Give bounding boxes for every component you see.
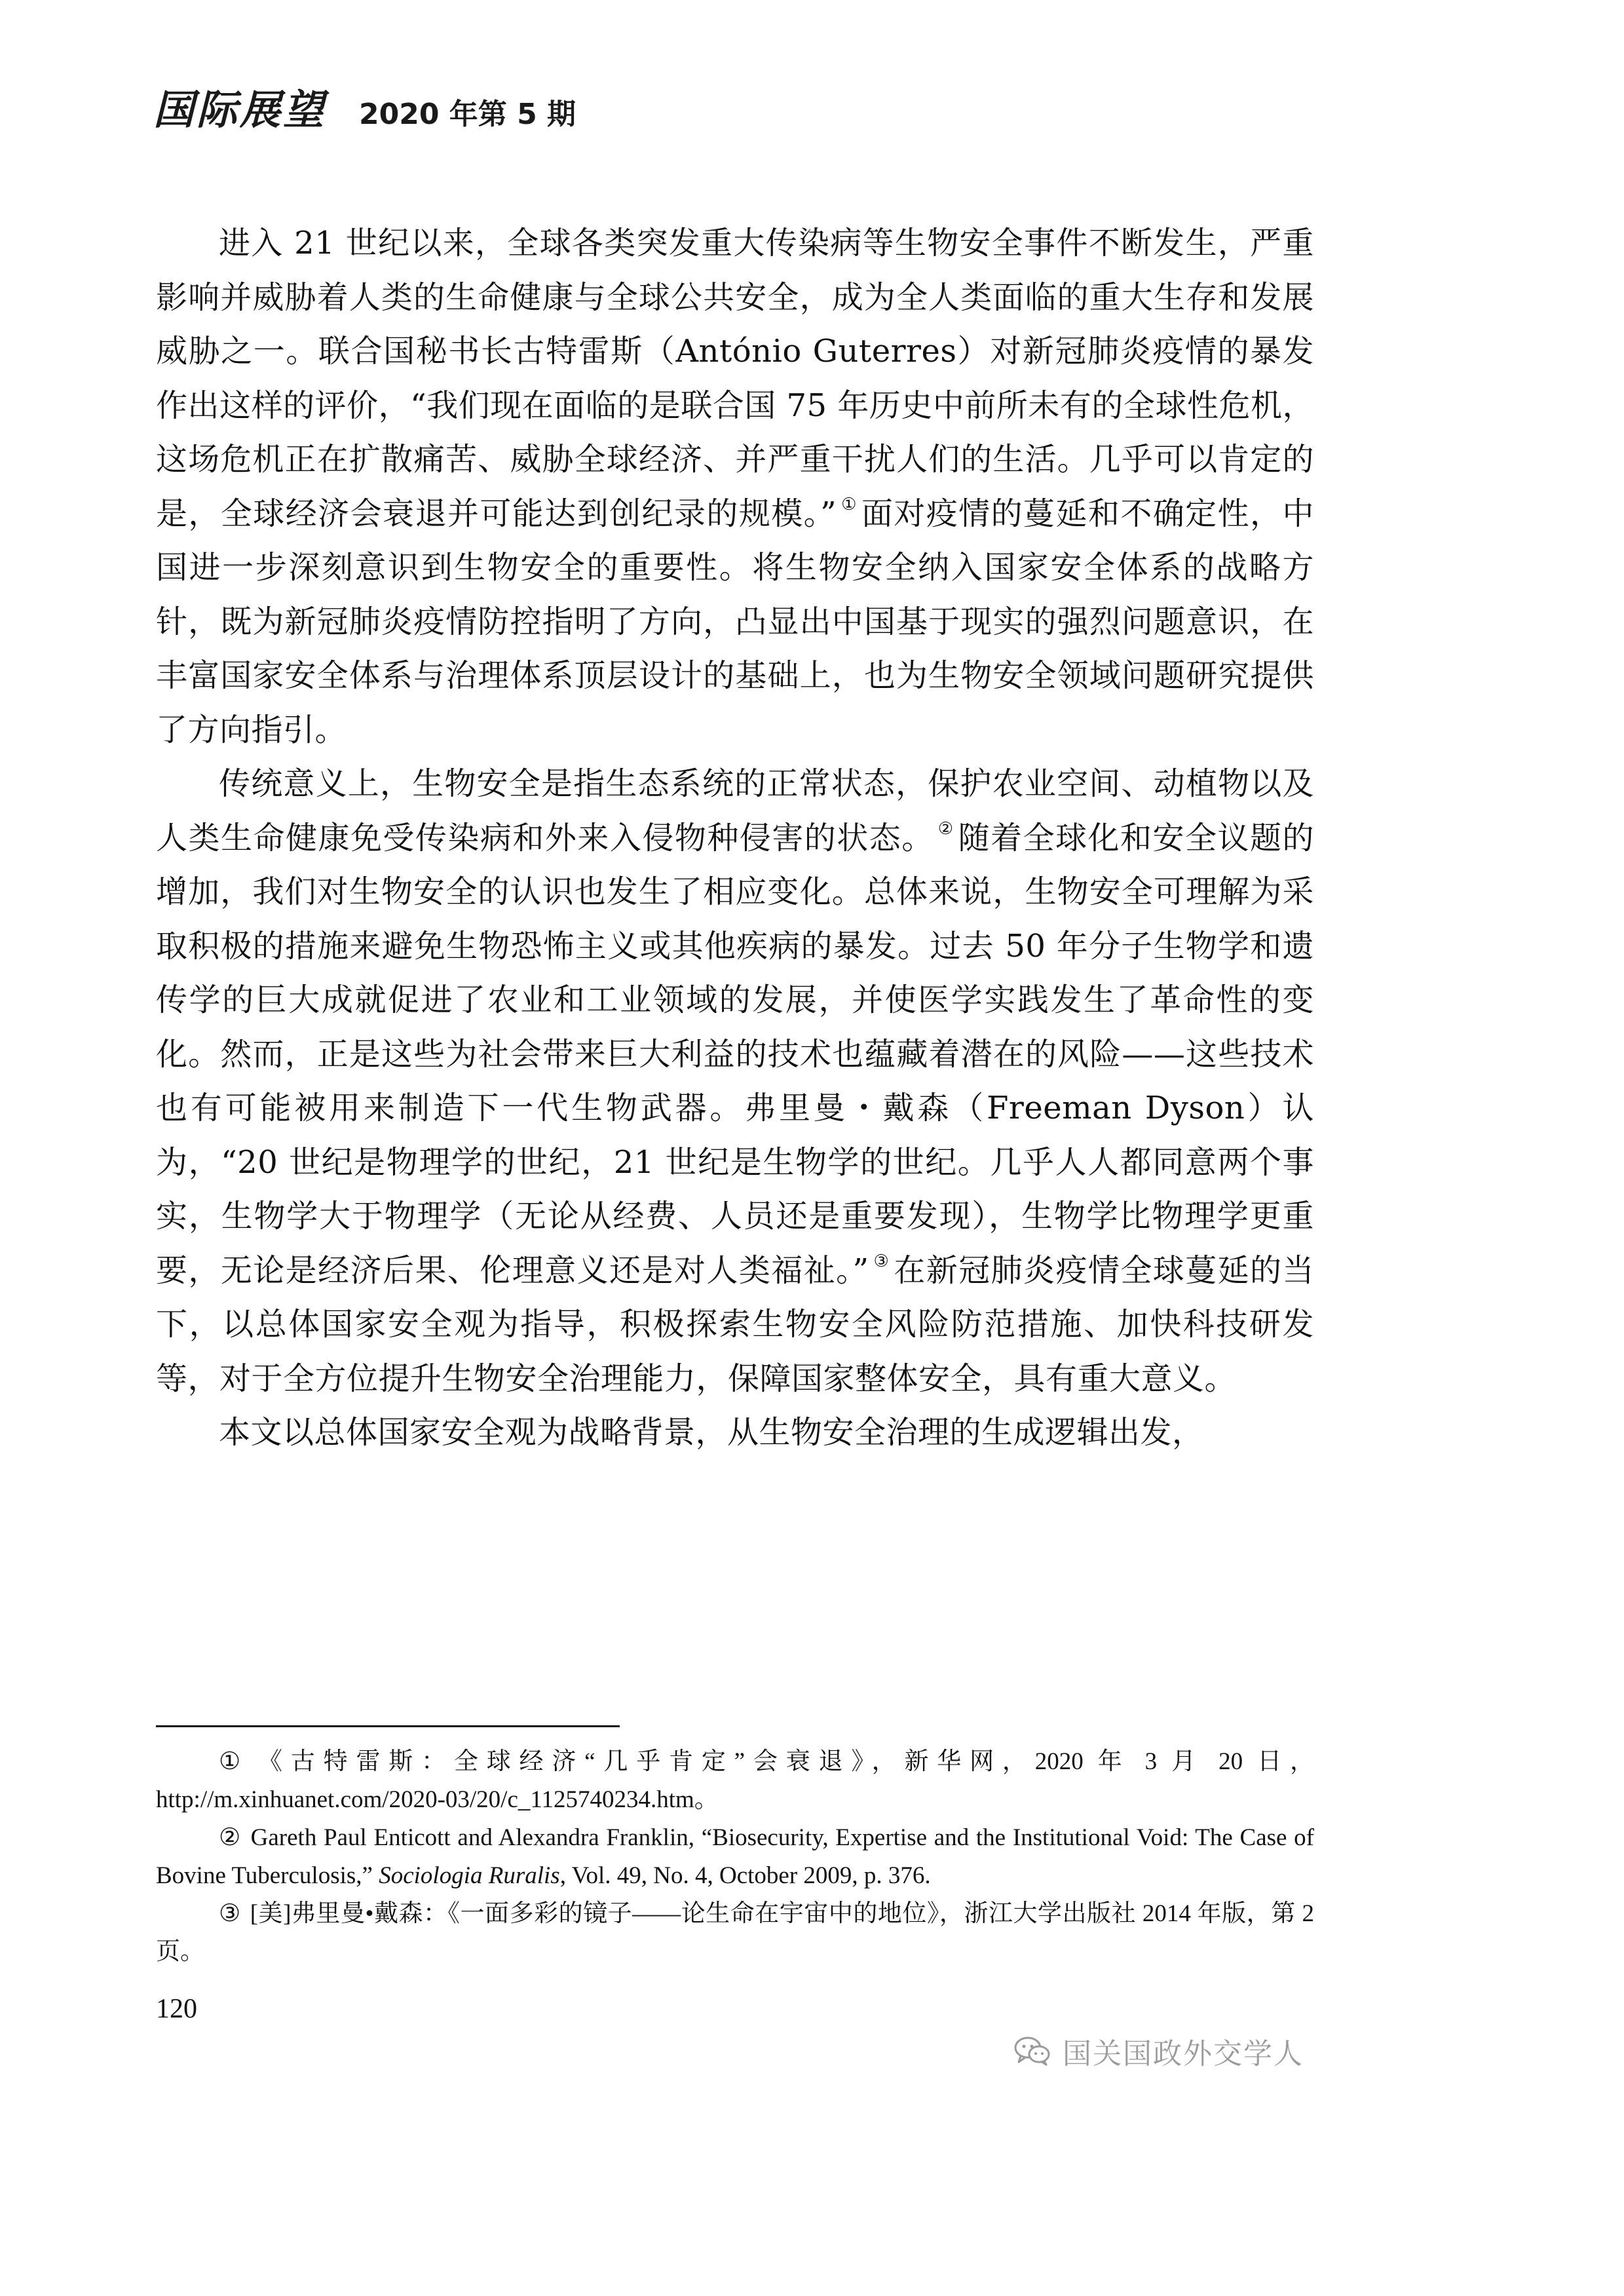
journal-logo: 国际展望 <box>153 86 327 134</box>
footnote-2-text-b: , Vol. 49, No. 4, October 2009, p. 376. <box>559 1862 931 1889</box>
footnote-3-mark: ③ <box>219 1900 241 1927</box>
watermark-text: 国关国政外交学人 <box>1063 2037 1304 2071</box>
footnote-1-text: 《古特雷斯：全球经济“几乎肯定”会衰退》，新华网，2020 年 3 月 20 日，http://m.xinhuanet.com/2020-03/20/c_1125740234.htm。 <box>156 1748 1315 1813</box>
footnote-3 <box>156 1895 1314 1971</box>
footnote-1-mark: ① <box>219 1748 249 1775</box>
article-body <box>156 216 1314 1460</box>
page-number: 120 <box>156 1994 197 2024</box>
footnote-divider <box>156 1725 620 1727</box>
paragraph-2-text-c: 在新冠肺炎疫情全球蔓延的当下，以总体国家安全观为指导，积极探索生物安全风险防范措施、加快科技研发等，对于全方位提升生物安全治理能力，保障国家整体安全，具有重大意义。 <box>156 1252 1314 1397</box>
footnote-1 <box>156 1743 1314 1819</box>
paragraph-2-text-b: 随着全球化和安全议题的增加，我们对生物安全的认识也发生了相应变化。总体来说，生物安全可理解为采取积极的措施来避免生物恐怖主义或其他疾病的暴发。过去 50 年分子生物学和遗传学的巨大成就促进了农业和工业领域的发展，并使医学实践发生了革命性的变化。然而，正是这些为社会带来巨大利益的技术也蕴藏着潜在的风险——这些技术也有可能被用来制造下一代生物武器。弗里曼・戴森（Freeman Dyson）认为，“20 世纪是物理学的世纪，21 世纪是生物学的世纪。几乎人人都同意两个事实，生物学大于物理学（无论从经费、人员还是重要发现），生物学比物理学更重要，无论是经济后果、伦理意义还是对人类福祉。” <box>156 819 1314 1289</box>
paragraph-3 <box>156 1406 1314 1460</box>
footnote-2-text-a: Gareth Paul Enticott and Alexandra Franklin, “Biosecurity, Expertise and the Institutional Void: The Case of Bovine Tuberculosis,” <box>156 1824 1315 1889</box>
footnote-2-journal: Sociologia Ruralis <box>379 1862 560 1889</box>
footnote-ref-2[interactable]: ② <box>937 818 954 839</box>
wechat-icon <box>1014 2036 1051 2066</box>
paragraph-3-text: 本文以总体国家安全观为战略背景，从生物安全治理的生成逻辑出发， <box>219 1414 1204 1451</box>
paragraph-1-text-b: 面对疫情的蔓延和不确定性，中国进一步深刻意识到生物安全的重要性。将生物安全纳入国家安全体系的战略方针，既为新冠肺炎疫情防控指明了方向，凸显出中国基于现实的强烈问题意识，在丰富国家安全体系与治理体系顶层设计的基础上，也为生物安全领域问题研究提供了方向指引。 <box>156 495 1314 748</box>
paragraph-2 <box>156 757 1314 1406</box>
watermark <box>1014 2030 1304 2072</box>
footnote-ref-1[interactable]: ① <box>840 494 858 514</box>
running-header <box>153 77 576 136</box>
paragraph-1 <box>156 216 1314 757</box>
footnote-ref-3[interactable]: ③ <box>873 1251 890 1271</box>
issue-label: 2020 年第 5 期 <box>359 98 576 131</box>
paragraph-1-text-a: 进入 21 世纪以来，全球各类突发重大传染病等生物安全事件不断发生，严重影响并威胁着人类的生命健康与全球公共安全，成为全人类面临的重大生存和发展威胁之一。联合国秘书长古特雷斯（António Guterres）对新冠肺炎疫情的暴发作出这样的评价，“我们现在面临的是联合国 75 年历史中前所未有的全球性危机，这场危机正在扩散痛苦、威胁全球经济、并严重干扰人们的生活。几乎可以肯定的是，全球经济会衰退并可能达到创纪录的规模。” <box>156 225 1314 532</box>
footnote-2-mark: ② <box>219 1824 242 1851</box>
footnotes <box>156 1743 1314 1971</box>
paragraph-2-text-a: 传统意义上，生物安全是指生态系统的正常状态，保护农业空间、动植物以及人类生命健康免受传染病和外来入侵物种侵害的状态。 <box>156 765 1314 856</box>
footnote-3-text: [美]弗里曼•戴森：《一面多彩的镜子——论生命在宇宙中的地位》，浙江大学出版社 2014 年版，第 2 页。 <box>156 1900 1314 1965</box>
footnote-2 <box>156 1819 1314 1895</box>
